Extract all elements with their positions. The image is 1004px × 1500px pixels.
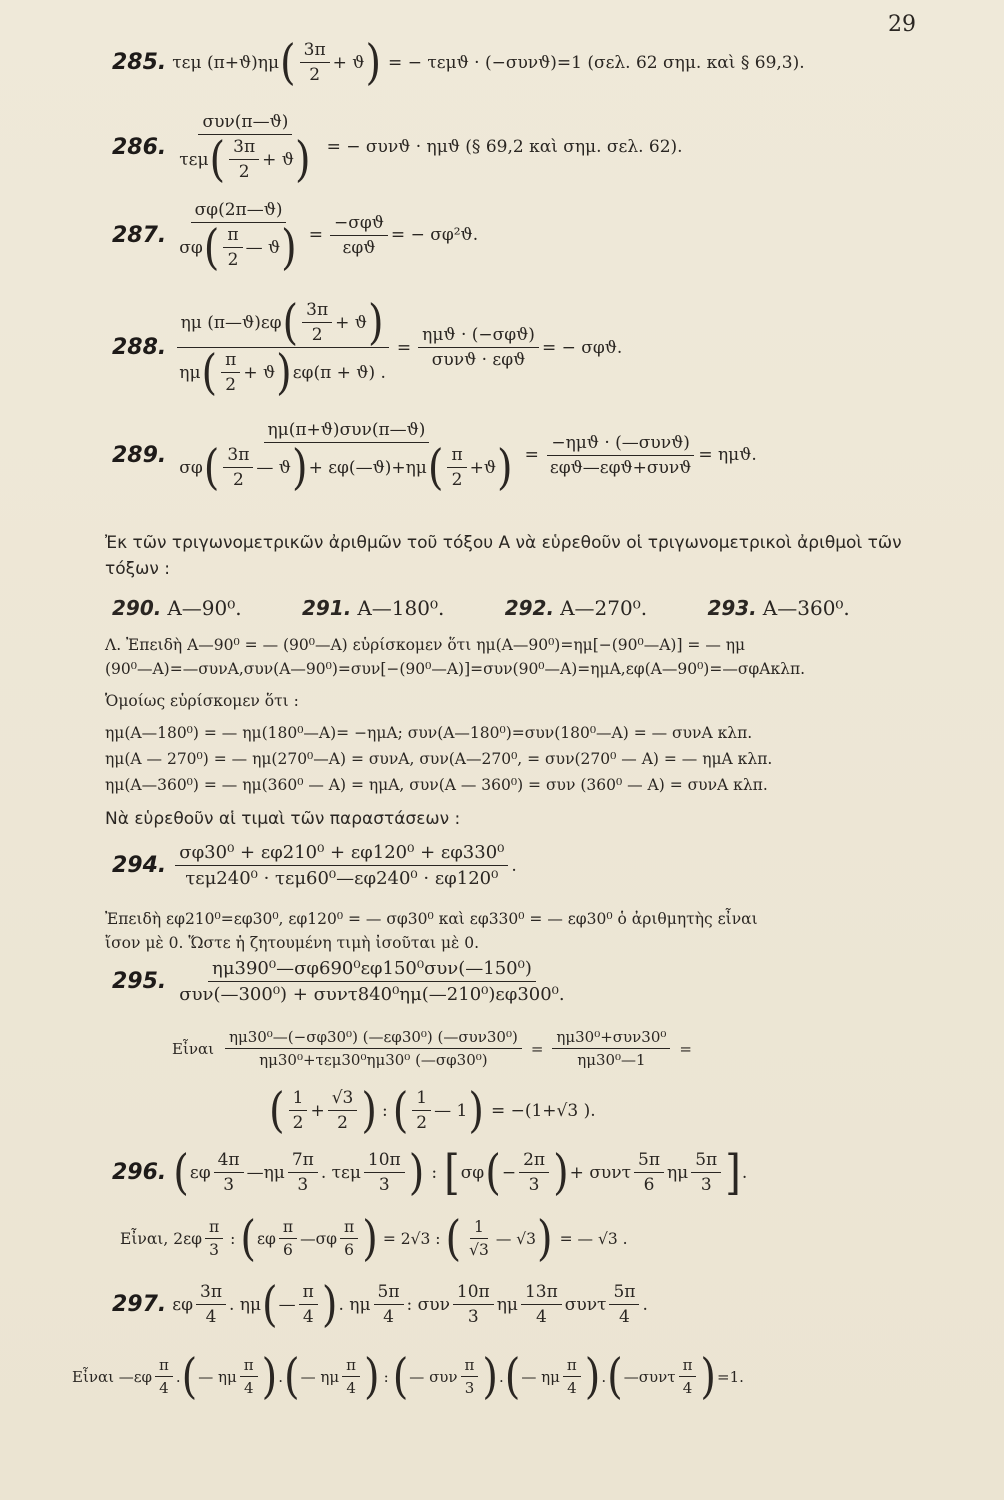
expr-part: Εἶναι —εφ — [72, 1367, 153, 1386]
list-item — [707, 596, 849, 620]
denominator: 4 — [383, 1307, 394, 1327]
expr-part: : συν — [406, 1294, 450, 1315]
denominator: συν(—300⁰) + συντ840⁰ημ(—210⁰)εφ300⁰. — [179, 984, 565, 1005]
expr-part: σφ — [179, 457, 203, 478]
fraction — [225, 1028, 522, 1069]
close-paren: ) — [261, 1348, 278, 1405]
solution-line: ἴσον μὲ 0. Ὥστε ἡ ζητουμένη τιμὴ ἰσοῦται μὲ 0. — [105, 934, 480, 952]
expr-part: — √3 — [495, 1229, 537, 1248]
denominator: 2 — [227, 250, 239, 270]
fraction — [342, 1356, 360, 1397]
fraction — [679, 1356, 697, 1397]
numerator: ημ390⁰—σφ690⁰εφ150⁰συν(—150⁰) — [208, 958, 536, 982]
fraction — [223, 445, 253, 490]
numerator: 5π — [634, 1150, 664, 1173]
exercise-number: 293. — [707, 596, 757, 620]
numerator: π — [205, 1218, 223, 1239]
fraction — [418, 325, 539, 370]
denominator: 4 — [159, 1379, 169, 1397]
fraction — [175, 112, 315, 188]
fraction — [563, 1356, 581, 1397]
fraction — [299, 1282, 318, 1327]
denominator: 2 — [416, 1113, 428, 1133]
list-item — [112, 596, 242, 620]
denominator: 2 — [309, 65, 321, 85]
open-paren: ( — [504, 1348, 521, 1405]
expr-part: + συντ — [569, 1162, 631, 1183]
fraction — [288, 1150, 318, 1195]
numerator: π — [299, 1282, 318, 1305]
expr-part: + — [310, 1100, 325, 1121]
equals-sign: = — [530, 1039, 544, 1058]
fraction — [302, 300, 332, 345]
exercise-289 — [112, 420, 944, 496]
section-heading: Ἐκ τῶν τριγωνομετρικῶν ἀριθμῶν τοῦ τόξου Α νὰ εὑρεθοῦν οἱ τριγωνομετρικοὶ ἀριθμοὶ τῶν τόξων : — [105, 533, 902, 580]
solution-line: ημ(Α—360⁰) = — ημ(360⁰ — Α) = ημΑ, συν(Α — 360⁰) = συν (360⁰ — Α) = συνΑ κλπ. — [105, 776, 768, 794]
expr-part: τεμ (π+ϑ)ημ — [172, 52, 280, 73]
open-paren: ( — [392, 1348, 409, 1405]
numerator: π — [340, 1218, 358, 1239]
close-paren: ) — [700, 1348, 717, 1405]
open-paren: ( — [445, 1210, 462, 1267]
exercise-286 — [112, 112, 944, 188]
exercise-number: 296. — [112, 1160, 167, 1185]
fraction — [364, 1150, 405, 1195]
open-paren: ( — [282, 294, 299, 351]
close-paren: ) — [281, 219, 297, 276]
expr-part: : — [431, 1162, 438, 1183]
numerator: ημ30⁰+συν30⁰ — [552, 1028, 670, 1049]
exercise-number: 295. — [112, 969, 167, 994]
exercise-288 — [112, 294, 944, 401]
fraction — [465, 1218, 493, 1259]
expr-part: Εἶναι — [172, 1039, 214, 1058]
denominator: 3 — [297, 1175, 309, 1195]
fraction — [300, 40, 330, 85]
denominator: 6 — [283, 1241, 293, 1259]
open-paren: ( — [284, 1348, 300, 1405]
solution-line: Ἐπειδὴ εφ210⁰=εφ30⁰, εφ120⁰ = — σφ30⁰ καὶ εφ330⁰ = — εφ30⁰ ὁ ἀριθμητὴς εἶναι — [105, 910, 758, 928]
denominator: 2 — [337, 1113, 348, 1133]
close-paren: ) — [362, 1210, 378, 1267]
numerator: 10π — [364, 1150, 405, 1173]
open-paren: ( — [269, 1082, 285, 1139]
open-paren: ( — [607, 1348, 623, 1405]
expr-part: τεμ — [179, 149, 209, 170]
denominator: 4 — [619, 1307, 630, 1327]
fraction — [205, 1218, 223, 1259]
close-paren: ) — [294, 131, 311, 188]
fraction — [609, 1282, 639, 1327]
denominator: 3 — [700, 1175, 712, 1195]
denominator: 4 — [205, 1307, 217, 1327]
open-paren: ( — [201, 344, 218, 401]
denominator: 3 — [528, 1175, 540, 1195]
equals-sign: = — [524, 445, 539, 465]
expr-result: = − συνϑ · ημϑ (§ 69,2 καὶ σημ. σελ. 62). — [326, 137, 683, 157]
list-item — [302, 596, 444, 620]
expr-part: — ϑ — [256, 457, 291, 478]
open-bracket: [ — [444, 1144, 460, 1201]
fraction — [461, 1356, 479, 1397]
numerator: σφ30⁰ + εφ210⁰ + εφ120⁰ + εφ330⁰ — [175, 842, 508, 866]
close-paren: ) — [482, 1348, 499, 1405]
expr-result: = −(1+√3 ). — [490, 1100, 596, 1121]
numerator: 2π — [519, 1150, 549, 1173]
exercise-296-solution — [120, 1210, 944, 1267]
numerator: ημ30⁰—(−σφ30⁰) (—εφ30⁰) (—συν30⁰) — [225, 1028, 522, 1049]
numerator: π — [279, 1218, 297, 1239]
close-paren: ) — [468, 1082, 484, 1139]
denominator — [175, 131, 315, 188]
numerator — [177, 294, 389, 351]
expr-part: ημ — [667, 1162, 689, 1183]
numerator: 7π — [288, 1150, 318, 1173]
numerator: 3π — [229, 137, 259, 160]
solution-line: Ὁμοίως εὑρίσκομεν ὅτι : — [105, 692, 299, 710]
numerator: 3π — [302, 300, 332, 323]
fraction — [519, 1150, 549, 1195]
expr-part: + ϑ — [243, 362, 276, 383]
denominator: 3 — [209, 1241, 219, 1259]
denominator: 4 — [682, 1379, 693, 1397]
expr-part: : — [381, 1100, 388, 1121]
close-paren: ) — [364, 1348, 380, 1405]
denominator: 2 — [232, 470, 244, 490]
numerator: 10π — [453, 1282, 494, 1305]
close-paren: ) — [584, 1348, 601, 1405]
exercise-number: 285. — [112, 50, 167, 75]
expr-part: . τεμ — [320, 1162, 361, 1183]
solution-line: (90⁰—Α)=—συνΑ,συν(Α—90⁰)=συν[−(90⁰—Α)]=συν(90⁰—Α)=ημΑ,εφ(Α—90⁰)=—σφΑκλπ. — [105, 660, 806, 678]
denominator: τεμ240⁰ · τεμ60⁰—εφ240⁰ · εφ120⁰ — [185, 868, 499, 889]
exercise-list-290-293 — [112, 596, 904, 620]
expr-part: ημ — [179, 362, 201, 383]
close-paren: ) — [497, 439, 513, 496]
numerator: 5π — [374, 1282, 404, 1305]
fraction — [546, 433, 695, 478]
denominator — [175, 219, 301, 276]
numerator: π — [679, 1356, 697, 1377]
solution-line: ημ(Α — 270⁰) = — ημ(270⁰—Α) = συνΑ, συν(Α—270⁰, = συν(270⁰ — Α) = — ημΑ κλπ. — [105, 750, 773, 768]
expr-part: + ϑ — [262, 149, 294, 170]
numerator: 1 — [470, 1218, 488, 1239]
denominator: 4 — [346, 1379, 356, 1397]
expr-part: . — [642, 1294, 648, 1315]
list-item-text: Α—270⁰. — [560, 596, 648, 620]
equals-sign: = — [308, 225, 324, 245]
numerator: −σφϑ — [330, 213, 388, 236]
solution-line: ημ(Α—180⁰) = — ημ(180⁰—Α)= −ημΑ; συν(Α—180⁰)=συν(180⁰—Α) = — συνΑ κλπ. — [105, 724, 753, 742]
close-paren: ) — [276, 344, 292, 401]
open-paren: ( — [427, 439, 444, 496]
fraction — [412, 1088, 431, 1133]
exercise-number: 288. — [112, 335, 167, 360]
expr-part: — ημ — [521, 1367, 560, 1386]
exercise-number: 286. — [112, 134, 167, 160]
fraction — [196, 1282, 226, 1327]
exercise-295-solution-2 — [268, 1082, 944, 1139]
open-paren: ( — [209, 131, 226, 188]
denominator: 3 — [467, 1307, 479, 1327]
fraction — [340, 1218, 358, 1259]
expr-part: σφ — [179, 237, 203, 258]
numerator: 3π — [300, 40, 330, 63]
expr-part: . — [511, 855, 517, 876]
close-paren: ) — [291, 439, 308, 496]
numerator: π — [461, 1356, 479, 1377]
close-paren: ) — [321, 1276, 338, 1333]
page-number: 29 — [888, 12, 916, 37]
close-paren: ) — [553, 1144, 569, 1201]
expr-part: : — [383, 1367, 389, 1386]
fraction — [221, 350, 240, 395]
fraction — [279, 1218, 297, 1259]
denominator: 4 — [567, 1379, 577, 1397]
expr-part: —ημ — [246, 1162, 285, 1183]
fraction — [374, 1282, 404, 1327]
fraction — [691, 1150, 721, 1195]
exercise-285 — [112, 34, 944, 91]
denominator: 6 — [643, 1175, 655, 1195]
numerator: ημϑ · (−σφϑ) — [418, 325, 539, 348]
equals-sign: = — [679, 1039, 692, 1058]
expr-part: + ϑ — [332, 52, 365, 73]
fraction — [175, 958, 568, 1005]
expr-part: Εἶναι, 2εφ — [120, 1229, 202, 1248]
denominator — [175, 344, 390, 401]
open-paren: ( — [181, 1348, 198, 1405]
expr-part: ημ (π—ϑ)εφ — [180, 312, 282, 333]
exercise-295-solution — [172, 1028, 944, 1069]
expr-part: —σφ — [300, 1229, 338, 1248]
open-paren: ( — [392, 1082, 409, 1139]
equals-sign: = — [396, 337, 412, 358]
exercise-number: 294. — [112, 853, 167, 878]
exercise-296: 296. ( εφ $\frac{4\pi}{3}$ —ημ $\frac{7\pi}{3}$ . τεμ $\frac{10\pi}{3}$ ) : [ σφ ( − $\frac{2\pi}{3}$ ) + συντ $\frac{5\pi}{6}$ ημ $\frac{5\pi}{3}$ ] . — [112, 1144, 748, 1201]
denominator: συνϑ · εφϑ — [431, 350, 526, 370]
fraction — [552, 1028, 670, 1069]
denominator: ημ30⁰—1 — [577, 1051, 646, 1069]
exercise-297-solution: Εἶναι —εφ $\frac{\pi}{4}$ . ( — ημ $\frac{\pi}{4}$ ) . ( — ημ $\frac{\pi}{4}$ ) : ( — συν $\frac{\pi}{3}$ ) . ( — ημ $\frac{\pi}{4}$ ) . ( —συντ $\frac{\pi}{4}$ ) =1. — [72, 1348, 744, 1405]
close-paren: ) — [361, 1082, 377, 1139]
numerator: π — [447, 445, 466, 468]
close-bracket: ] — [725, 1144, 741, 1201]
expr-part: — 1 — [434, 1100, 468, 1121]
exercise-number: 292. — [504, 596, 555, 620]
expr-part: — συν — [409, 1367, 458, 1386]
expr-part: σφ — [460, 1162, 485, 1183]
fraction — [175, 200, 301, 276]
fraction — [175, 420, 517, 496]
expr-result: = − σφϑ. — [541, 337, 623, 358]
denominator: 3 — [378, 1175, 390, 1195]
numerator: −ημϑ · (—συνϑ) — [547, 433, 694, 456]
exercise-297: 297. εφ $\frac{3\pi}{4}$ . ημ ( — $\frac{\pi}{4}$ ) . ημ $\frac{5\pi}{4}$ : συν $\frac{10\pi}{3}$ ημ $\frac{13\pi}{4}$ συντ $\frac{5\pi}{4}$ . — [112, 1276, 648, 1333]
denominator: ημ30⁰+τεμ30⁰ημ30⁰ (—σφ30⁰) — [259, 1051, 488, 1069]
numerator: συν(π—ϑ) — [198, 112, 292, 135]
numerator: π — [563, 1356, 581, 1377]
numerator: 1 — [289, 1088, 308, 1111]
numerator: π — [342, 1356, 360, 1377]
list-item — [505, 596, 647, 620]
fraction — [214, 1150, 244, 1195]
solution-line: Λ. Ἐπειδὴ Α—90⁰ = — (90⁰—Α) εὑρίσκομεν ὅτι ημ(Α—90⁰)=ημ[−(90⁰—Α)] = — ημ — [105, 636, 746, 654]
fraction — [453, 1282, 494, 1327]
expr-part: . — [741, 1162, 748, 1183]
numerator: π — [155, 1356, 173, 1377]
denominator: 4 — [302, 1307, 314, 1327]
numerator: π — [240, 1356, 258, 1377]
denominator: εφϑ—εφϑ+συνϑ — [549, 457, 692, 478]
exercise-number: 289. — [112, 442, 167, 468]
expr-part: συντ — [564, 1294, 607, 1315]
exercise-287 — [112, 200, 944, 276]
exercise-number: 297. — [112, 1292, 167, 1317]
denominator: 3 — [223, 1175, 235, 1195]
fraction — [330, 213, 388, 258]
list-item-text: Α—360⁰. — [762, 596, 850, 620]
denominator: √3 — [469, 1241, 489, 1259]
open-paren: ( — [485, 1144, 501, 1201]
exercise-number: 287. — [112, 222, 167, 248]
expr-part: + εφ(—ϑ)+ημ — [308, 457, 427, 478]
denominator: 4 — [243, 1379, 254, 1397]
fraction — [328, 1088, 358, 1133]
numerator: π — [221, 350, 240, 373]
expr-part: : — [230, 1229, 236, 1248]
fraction — [155, 1356, 173, 1397]
numerator: ημ(π+ϑ)συν(π—ϑ) — [264, 420, 430, 443]
fraction — [175, 842, 508, 889]
open-paren: ( — [173, 1144, 189, 1201]
expr-part: ημ — [496, 1294, 518, 1315]
fraction — [289, 1088, 308, 1133]
open-paren: ( — [280, 34, 296, 91]
numerator: σφ(2π—ϑ) — [191, 200, 287, 223]
denominator: 2 — [451, 470, 463, 490]
expr-part: +ϑ — [469, 457, 497, 478]
fraction — [223, 225, 242, 270]
close-paren: ) — [537, 1210, 553, 1267]
expr-result: = − σφ²ϑ. — [390, 225, 479, 245]
expr-part: — ημ — [300, 1367, 340, 1386]
denominator: 3 — [464, 1379, 475, 1397]
open-paren: ( — [262, 1276, 278, 1333]
denominator: 2 — [225, 375, 237, 395]
denominator: 4 — [535, 1307, 547, 1327]
close-paren: ) — [408, 1144, 425, 1201]
open-paren: ( — [203, 439, 220, 496]
expr-part: . ημ — [338, 1294, 371, 1315]
expr-part: . ημ — [229, 1294, 262, 1315]
numerator: 3π — [223, 445, 253, 468]
numerator: 5π — [691, 1150, 721, 1173]
denominator: 2 — [292, 1113, 304, 1133]
exercise-number: 291. — [302, 596, 352, 620]
expr-part: = 2√3 : — [382, 1229, 441, 1248]
expr-part: — ϑ — [245, 237, 281, 258]
exercise-number: 290. — [112, 596, 162, 620]
numerator: 5π — [609, 1282, 639, 1305]
numerator: π — [223, 225, 242, 248]
expr-result: = − τεμϑ · (−συνϑ)=1 (σελ. 62 σημ. καὶ § 69,3). — [388, 52, 805, 73]
denominator: 2 — [311, 325, 323, 345]
expr-part: εφ — [172, 1294, 193, 1315]
open-paren: ( — [240, 1210, 256, 1267]
numerator: 13π — [521, 1282, 562, 1305]
expr-result: =1. — [717, 1367, 744, 1386]
open-paren: ( — [203, 219, 220, 276]
expr-part: —συντ — [623, 1367, 676, 1386]
expr-result: = ημϑ. — [698, 445, 757, 465]
numerator: 1 — [412, 1088, 431, 1111]
fraction — [240, 1356, 258, 1397]
expr-part: εφ(π + ϑ) . — [292, 362, 386, 383]
fraction — [447, 445, 466, 490]
numerator: 4π — [214, 1150, 244, 1173]
section-heading: Νὰ εὑρεθοῦν αἱ τιμαὶ τῶν παραστάσεων : — [105, 809, 461, 829]
fraction — [175, 294, 390, 401]
close-paren: ) — [365, 34, 382, 91]
numerator: √3 — [328, 1088, 358, 1111]
numerator: 3π — [196, 1282, 226, 1305]
denominator: εφϑ — [342, 237, 376, 258]
expr-part: + ϑ — [335, 312, 367, 333]
denominator: 2 — [238, 162, 250, 182]
list-item-text: Α—90⁰. — [167, 596, 242, 620]
fraction — [634, 1150, 664, 1195]
expr-part: εφ — [257, 1229, 276, 1248]
denominator: 6 — [344, 1241, 355, 1259]
exercise-295 — [112, 958, 944, 1005]
expr-result: = — √3 . — [559, 1229, 628, 1248]
expr-part: εφ — [189, 1162, 211, 1183]
close-paren: ) — [367, 294, 384, 351]
denominator — [175, 439, 517, 496]
list-item-text: Α—180⁰. — [357, 596, 445, 620]
exercise-294 — [112, 842, 944, 889]
fraction — [521, 1282, 562, 1327]
expr-part: — ημ — [198, 1367, 237, 1386]
fraction — [229, 137, 259, 182]
